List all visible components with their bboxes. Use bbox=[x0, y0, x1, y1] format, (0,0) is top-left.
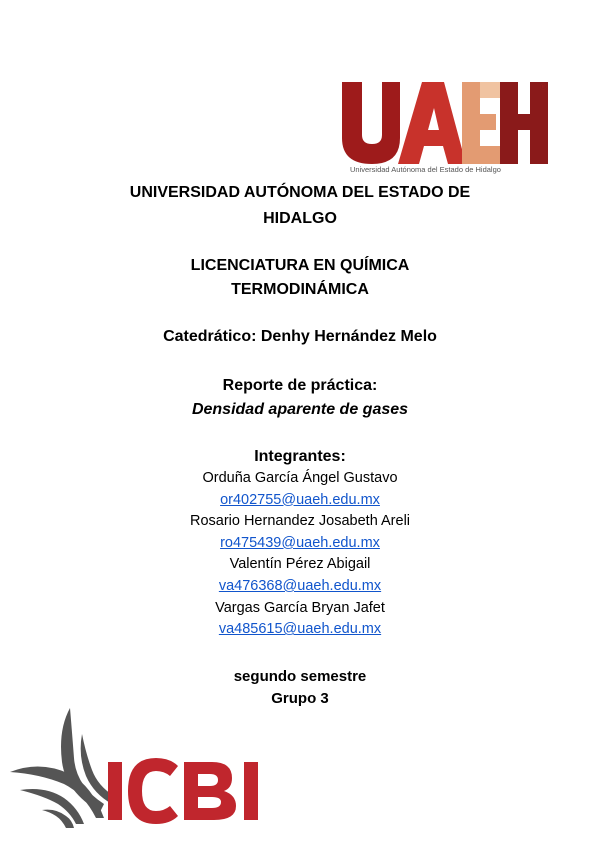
members-list bbox=[0, 468, 600, 641]
member-email-link[interactable]: or402755@uaeh.edu.mx bbox=[220, 491, 380, 508]
icbi-letter-i bbox=[108, 762, 122, 820]
degree-name: LICENCIATURA EN QUÍMICA bbox=[190, 257, 410, 274]
report-label: Reporte de práctica: bbox=[222, 377, 378, 394]
professor: Catedrático: Denhy Hernández Melo bbox=[163, 328, 437, 345]
member-name: Orduña García Ángel Gustavo bbox=[202, 470, 398, 486]
member-email-link[interactable]: ro475439@uaeh.edu.mx bbox=[220, 534, 380, 551]
member-email-link[interactable]: va476368@uaeh.edu.mx bbox=[218, 577, 382, 594]
university-line-1: UNIVERSIDAD AUTÓNOMA DEL ESTADO DE bbox=[129, 184, 471, 201]
logo-letter-u bbox=[342, 82, 400, 164]
icbi-emblem bbox=[10, 708, 114, 828]
icbi-letter-b bbox=[184, 762, 236, 820]
member-name: Vargas García Bryan Jafet bbox=[215, 599, 385, 616]
icbi-letter-c bbox=[128, 758, 178, 824]
semester: segundo semestre bbox=[233, 668, 367, 685]
registered-mark: ® bbox=[540, 82, 547, 92]
group: Grupo 3 bbox=[271, 690, 329, 707]
logo-letter-e-shade bbox=[480, 82, 500, 98]
report-block bbox=[0, 374, 600, 422]
logo-letter-h bbox=[500, 82, 548, 164]
icbi-logo bbox=[0, 700, 300, 835]
course-name: TERMODINÁMICA bbox=[231, 281, 369, 298]
logo-letter-a bbox=[398, 82, 466, 164]
university-name bbox=[0, 180, 600, 232]
report-title: Densidad aparente de gases bbox=[191, 401, 409, 418]
uaeh-caption: Universidad Autónoma del Estado de Hidalgo bbox=[350, 165, 501, 174]
member-email-link[interactable]: va485615@uaeh.edu.mx bbox=[218, 621, 382, 638]
member-name: Valentín Pérez Abigail bbox=[229, 556, 371, 573]
member-name: Rosario Hernandez Josabeth Areli bbox=[189, 513, 411, 530]
program-block bbox=[0, 254, 600, 302]
university-line-2: HIDALGO bbox=[263, 210, 337, 227]
members-heading: Integrantes: bbox=[254, 448, 346, 465]
icbi-letter-i-2 bbox=[244, 762, 258, 820]
